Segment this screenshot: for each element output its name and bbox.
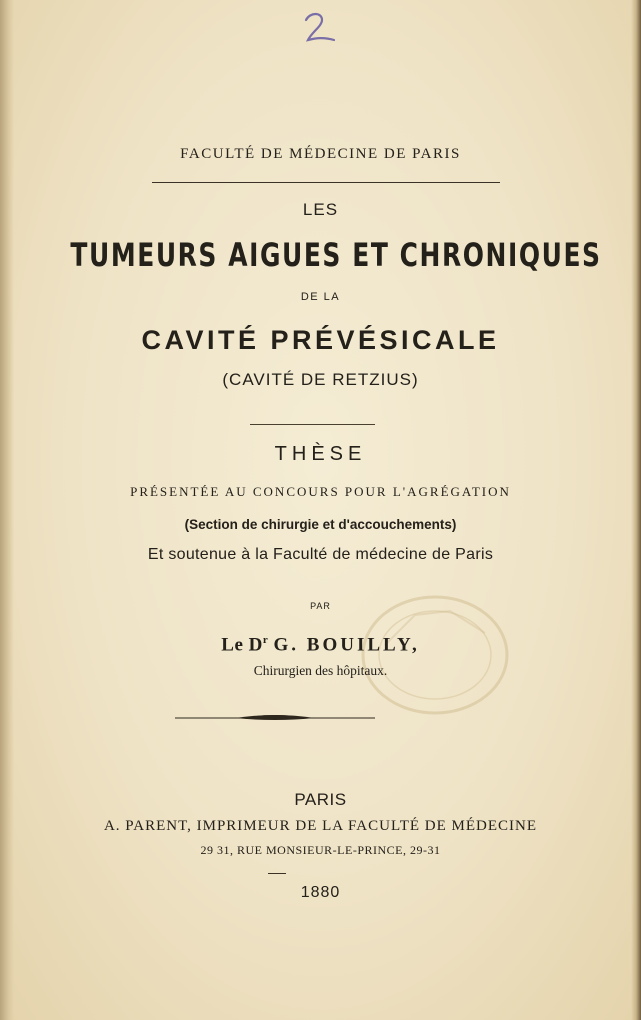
main-title: TUMEURS AIGUES ET CHRONIQUES	[70, 236, 602, 274]
thesis-section-line: (Section de chirurgie et d'accouchements)	[184, 517, 457, 532]
small-rule	[268, 873, 286, 874]
imprint-address: 29 31, RUE MONSIEUR-LE-PRINCE, 29-31	[200, 843, 441, 857]
ornamental-rule	[175, 713, 375, 723]
thesis-heading: THÈSE	[274, 443, 367, 465]
author-title-superscript: r	[262, 634, 269, 646]
by-label: PAR	[310, 601, 331, 611]
thesis-presented-line: PRÉSENTÉE AU CONCOURS POUR L'AGRÉGATION	[130, 484, 511, 499]
top-rule	[152, 182, 500, 183]
handwritten-numeral-mark	[300, 10, 340, 50]
thesis-defended-line: Et soutenue à la Faculté de médecine de Paris	[147, 546, 494, 563]
faculty-heading: FACULTÉ DE MÉDECINE DE PARIS	[180, 146, 461, 162]
divider-rule	[250, 424, 375, 425]
author-name: G. BOUILLY,	[273, 634, 420, 656]
subtitle-parenthetical: (CAVITÉ DE RETZIUS)	[222, 370, 419, 389]
imprint-year: 1880	[300, 884, 341, 901]
imprint-printer: A. PARENT, IMPRIMEUR DE LA FACULTÉ DE MÉDECINE	[103, 818, 538, 834]
imprint-city: PARIS	[294, 790, 347, 809]
author-role: Chirurgien des hôpitaux.	[253, 663, 388, 678]
author-line	[0, 634, 641, 656]
title-connector: DE LA	[300, 291, 341, 303]
author-prefix: Le D	[221, 634, 263, 656]
subtitle: CAVITÉ PRÉVÉSICALE	[141, 325, 500, 355]
title-article: LES	[302, 200, 339, 219]
